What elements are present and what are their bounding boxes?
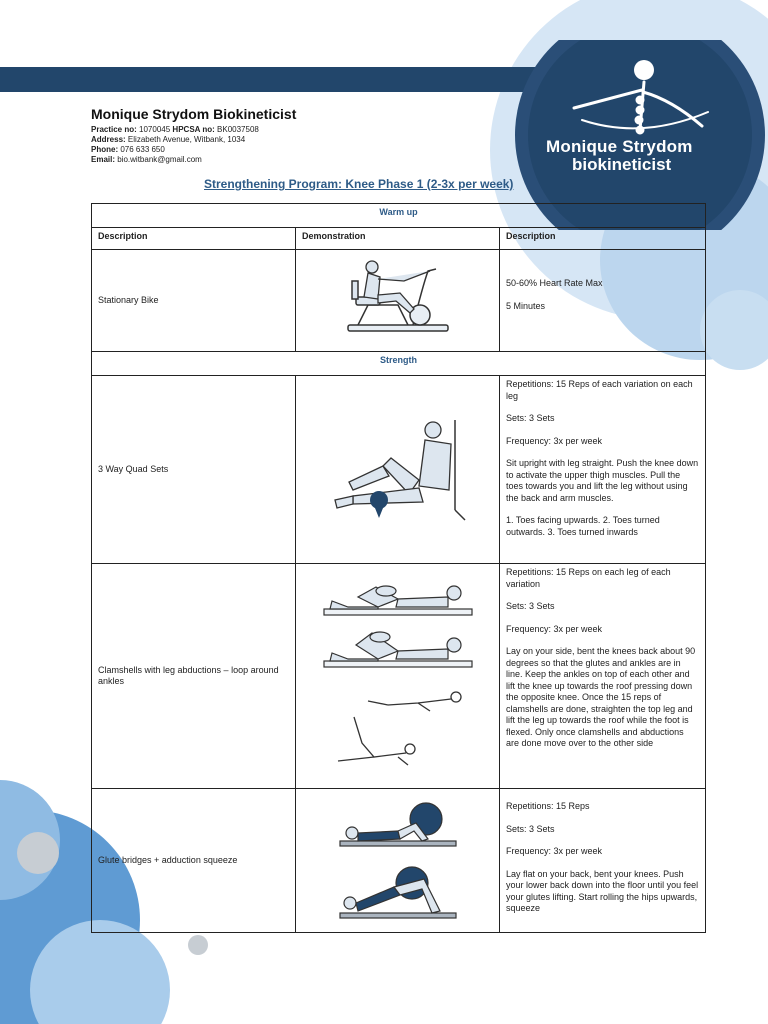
exercise-name: Clamshells with leg abductions – loop around ankles (92, 564, 296, 789)
detail-line: Repetitions: 15 Reps of each variation on each leg (506, 379, 693, 401)
table-row (92, 789, 706, 933)
logo-title: Monique Strydom (546, 137, 693, 156)
header-bar (0, 67, 560, 92)
hpcsa-label: HPCSA no: (172, 125, 215, 134)
header-details: Description (500, 228, 706, 250)
program-title: Strengthening Program: Knee Phase 1 (2-3x per week) (204, 177, 514, 191)
practice-number-line (91, 125, 511, 135)
address-value: Elizabeth Avenue, Witbank, 1034 (127, 135, 246, 144)
section-row-strength (92, 352, 706, 376)
header-description: Description (92, 228, 296, 250)
demonstration-cell (296, 250, 500, 352)
email-label: Email: (91, 155, 116, 164)
header-demonstration: Demonstration (296, 228, 500, 250)
exercise-details (500, 789, 706, 933)
phone-line (91, 145, 511, 155)
email-value: bio.witbank@gmail.com (117, 155, 202, 164)
detail-line: Sit upright with leg straight. Push the knee down to activate the upper thigh muscles. Pull the toes towards you and lift the leg without using the back and arm muscles. (506, 458, 699, 503)
detail-line: 1. Toes facing upwards. 2. Toes turned outwards. 3. Toes turned inwards (506, 515, 660, 537)
detail-line: Sets: 3 Sets (506, 601, 555, 611)
detail-line: Frequency: 3x per week (506, 846, 603, 856)
address-label: Address: (91, 135, 126, 144)
demonstration-cell (296, 564, 500, 789)
practice-details (91, 106, 511, 165)
practice-no-label: Practice no: (91, 125, 137, 134)
detail-line: Lay on your side, bent the knees back about 90 degrees so that the glutes and ankles are in line. Keep the ankles on top of each other and lift the knee up towards the roof pressing down the opposite knee. Once the 15 reps of clamshells are done, straighten the top leg and lift the leg up towards the roof while the foot is flexed. Only once clamshells and abductions are done move over to the other side (506, 646, 696, 748)
exercise-name: Glute bridges + adduction squeeze (92, 789, 296, 933)
detail-line: Frequency: 3x per week (506, 435, 603, 446)
email-line (91, 155, 511, 165)
program-table (91, 203, 706, 933)
detail-line: 5 Minutes (506, 300, 546, 311)
table-row (92, 376, 706, 564)
logo-badge (512, 40, 768, 230)
exercise-name: 3 Way Quad Sets (92, 376, 296, 564)
stationary-bike-illustration (328, 255, 468, 347)
detail-line: Sets: 3 Sets (506, 413, 555, 423)
exercise-name: Stationary Bike (92, 250, 296, 352)
hpcsa-no: BK0037508 (217, 125, 259, 134)
detail-line: Repetitions: 15 Reps on each leg of each variation (506, 567, 671, 589)
demonstration-cell (296, 789, 500, 933)
address-line (91, 135, 511, 145)
section-label-strength: Strength (92, 352, 706, 376)
quad-sets-illustration (323, 410, 473, 530)
detail-line: Repetitions: 15 Reps (506, 801, 590, 811)
table-row (92, 564, 706, 789)
phone-value: 076 633 650 (120, 145, 165, 154)
exercise-details (500, 250, 706, 352)
table-header-row (92, 228, 706, 250)
detail-line: Frequency: 3x per week (506, 623, 603, 634)
glute-bridge-illustration (328, 795, 468, 927)
detail-line: 50-60% Heart Rate Max (506, 278, 603, 288)
detail-line: Lay flat on your back, bent your knees. Push your lower back down into the floor until you feel your glutes lifting. Start rolling the hips upwards, squeeze (506, 868, 699, 913)
demonstration-cell (296, 376, 500, 564)
practice-name: Monique Strydom Biokineticist (91, 106, 297, 122)
section-label-warmup: Warm up (92, 204, 706, 228)
exercise-details (500, 376, 706, 564)
phone-label: Phone: (91, 145, 119, 154)
section-row-warmup (92, 204, 706, 228)
detail-line: Sets: 3 Sets (506, 823, 555, 834)
exercise-details (500, 564, 706, 789)
clamshell-illustration (318, 571, 478, 781)
practice-no: 1070045 (139, 125, 171, 134)
logo-subtitle: biokineticist (572, 155, 672, 174)
table-row (92, 250, 706, 352)
